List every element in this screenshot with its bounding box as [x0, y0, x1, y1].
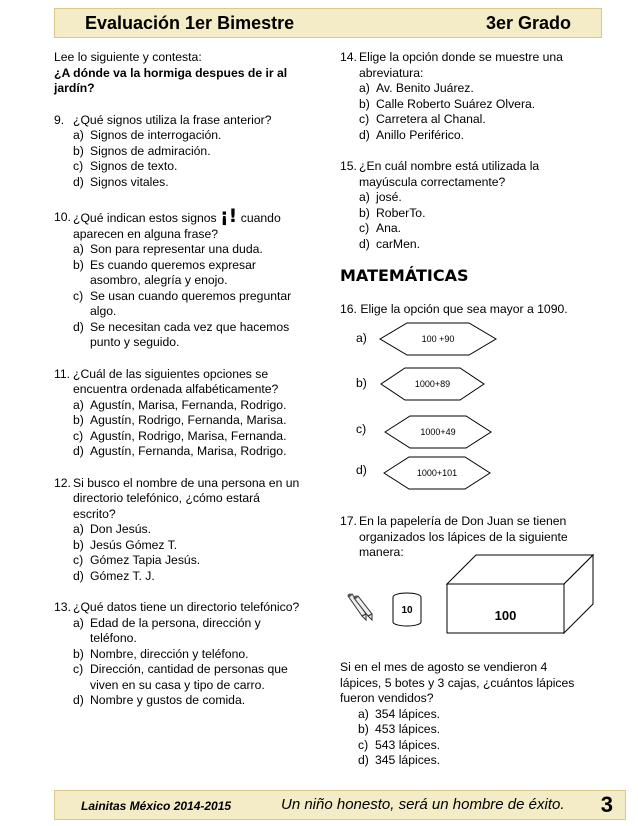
option-b[interactable]: b) Nombre, dirección y teléfono. — [73, 646, 249, 661]
option-a[interactable]: a) 354 lápices. — [358, 706, 441, 721]
option-d[interactable]: d) Anillo Periférico. — [359, 127, 465, 142]
option-d-label: d) — [356, 463, 367, 477]
question-12 — [54, 476, 306, 585]
grade-label: 3er Grado — [485, 13, 571, 33]
intro-question: ¿A dónde va la hormiga despues de ir al jardín? — [54, 65, 288, 95]
option-d[interactable]: d) Se necesitan cada vez que hacemos punto y seguido. — [73, 319, 290, 349]
option-b-diamond[interactable]: 1000+89 — [380, 367, 485, 401]
option-b[interactable]: b) Es cuando queremos expresar asombro, alegría y enojo. — [73, 257, 256, 287]
question-text: En la papelería de Don Juan se tienen organizados los lápices de la siguiente manera: — [359, 514, 568, 559]
question-15 — [340, 159, 586, 252]
instruction: Lee lo siguiente y contesta: — [54, 50, 202, 64]
question-10 — [54, 205, 306, 351]
option-a-diamond[interactable]: 100 +90 — [379, 322, 497, 356]
question-text: Elige la opción donde se muestre una abreviatura: — [359, 50, 563, 80]
option-c[interactable]: c) Signos de texto. — [73, 159, 178, 173]
exam-title: Evaluación 1er Bimestre — [85, 13, 295, 33]
option-b[interactable]: b) Jesús Gómez T. — [73, 537, 178, 552]
option-c[interactable]: c) Carretera al Chanal. — [359, 112, 486, 126]
option-a-label: a) — [356, 331, 367, 345]
option-d[interactable]: d) Nombre y gustos de comida. — [73, 693, 246, 707]
exclamation-symbol: ¡! — [220, 205, 238, 227]
question-text: ¿Qué signos utiliza la frase anterior? — [73, 112, 272, 127]
question-number: 11. — [54, 366, 71, 381]
option-d[interactable]: d) Gómez T. J. — [73, 568, 155, 583]
page-header — [54, 8, 602, 38]
question-14 — [340, 50, 586, 143]
option-c[interactable]: c) Agustín, Rodrigo, Marisa, Fernanda. — [73, 428, 287, 443]
option-a[interactable]: a) Son para representar una duda. — [73, 242, 263, 256]
option-b[interactable]: b) Calle Roberto Suárez Olvera. — [359, 96, 536, 111]
page-footer — [54, 790, 626, 820]
option-d[interactable]: d) carMen. — [359, 236, 421, 251]
question-number: 9. — [54, 112, 65, 127]
option-c[interactable]: c) Dirección, cantidad de personas que viven en su casa y tipo de carro. — [73, 662, 288, 692]
option-a[interactable]: a) Av. Benito Juárez. — [359, 81, 474, 95]
page-number: 3 — [600, 792, 613, 817]
option-c[interactable]: c) 543 lápices. — [358, 737, 441, 752]
option-b[interactable]: b) Signos de admiración. — [73, 143, 211, 158]
option-b[interactable]: b) RoberTo. — [359, 205, 426, 220]
option-a[interactable]: a) josé. — [359, 190, 402, 204]
intro — [54, 50, 306, 97]
left-column — [54, 50, 306, 725]
question-number: 17. — [340, 514, 357, 528]
option-c-diamond[interactable]: 1000+49 — [384, 415, 492, 449]
option-c[interactable]: c) Ana. — [359, 221, 402, 235]
pencil-can — [391, 592, 423, 628]
question-text: ¿Qué datos tiene un directorio telefónico? — [73, 600, 300, 614]
box-value: 100 — [494, 608, 517, 623]
pencil-icon — [344, 592, 374, 624]
question-text: Si busco el nombre de una persona en un directorio telefónico, ¿cómo estará escrito? — [73, 475, 300, 521]
option-a[interactable]: a) Signos de interrogación. — [73, 128, 222, 142]
option-b[interactable]: b) Agustín, Rodrigo, Fernanda, Marisa. — [73, 413, 287, 427]
question-text: ¿Qué indican estos signos ¡! cuando aparecen en alguna frase? — [73, 205, 281, 241]
option-d-diamond[interactable]: 1000+101 — [383, 456, 491, 490]
question-number: 14. — [340, 50, 357, 64]
option-d[interactable]: d) Agustín, Fernanda, Marisa, Rodrigo. — [73, 444, 287, 458]
option-a[interactable]: a) Edad de la persona, dirección y teléfono. — [73, 615, 261, 645]
option-a[interactable]: a) Agustín, Marisa, Fernanda, Rodrigo. — [73, 397, 287, 412]
can-value: 10 — [401, 605, 413, 616]
option-c[interactable]: c) Gómez Tapia Jesús. — [73, 553, 201, 567]
question-16-text: 16. Elige la opción que sea mayor a 1090. — [340, 301, 568, 316]
option-d[interactable]: d) 345 lápices. — [358, 753, 441, 767]
question-9 — [54, 113, 306, 191]
option-d[interactable]: d) Signos vitales. — [73, 174, 169, 189]
question-17-followup — [340, 660, 592, 769]
question-number: 10. — [54, 210, 71, 224]
motto: Un niño honesto, será un hombre de éxito. — [281, 796, 565, 813]
question-number: 13. — [54, 600, 71, 614]
question-text: ¿Cuál de las siguientes opciones se encuentra ordenada alfabéticamente? — [73, 366, 279, 396]
question-11 — [54, 367, 306, 460]
followup-text: Si en el mes de agosto se vendieron 4 lápices, 5 botes y 3 cajas, ¿cuántos lápices fueron vendidos? — [340, 660, 575, 705]
option-a[interactable]: a) Don Jesús. — [73, 522, 151, 536]
question-13 — [54, 600, 306, 709]
option-b-label: b) — [356, 376, 367, 390]
option-c-label: c) — [356, 422, 367, 436]
section-title: MATEMÁTICAS — [340, 266, 469, 285]
option-c[interactable]: c) Se usan cuando queremos preguntar algo. — [73, 288, 292, 318]
right-column — [340, 50, 586, 317]
question-text: ¿En cuál nombre está utilizada la mayúscula correctamente? — [359, 159, 540, 189]
pencil-box — [446, 554, 594, 634]
question-number: 15. — [340, 159, 357, 173]
school-name: Lainitas México 2014-2015 — [81, 799, 232, 813]
question-number: 12. — [54, 475, 71, 490]
option-b[interactable]: b) 453 lápices. — [358, 722, 441, 736]
